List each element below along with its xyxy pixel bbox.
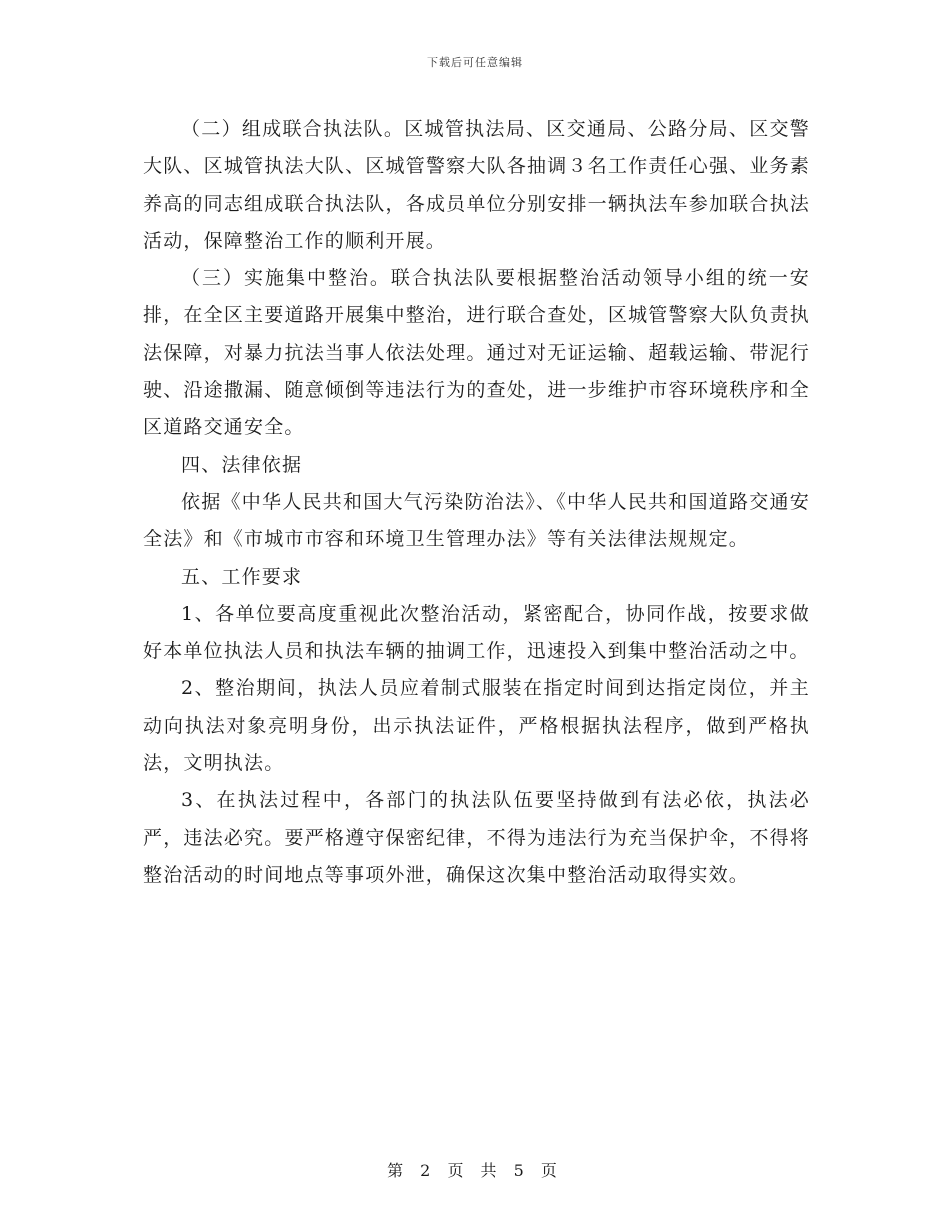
document-body: [143, 111, 810, 894]
page-header-note: 下载后可任意编辑: [427, 56, 523, 69]
page-number-footer: 第 2 页 共 5 页: [387, 1161, 563, 1180]
paragraph-organize-joint-team: （二）组成联合执法队。区城管执法局、区交通局、公路分局、区交警大队、区城管执法大队、区城管警察大队各抽调３名工作责任心强、业务素养高的同志组成联合执法队，各成员单位分别安排一辆执法车参加联合执法活动，保障整治工作的顺利开展。: [143, 118, 810, 252]
paragraph-legal-basis: 依据《中华人民共和国大气污染防治法》、《中华人民共和国道路交通安全法》和《市城市市容和环境卫生管理办法》等有关法律法规规定。: [143, 490, 810, 551]
paragraph-requirement-2: 2、整治期间，执法人员应着制式服装在指定时间到达指定岗位，并主动向执法对象亮明身份，出示执法证件，严格根据执法程序，做到严格执法，文明执法。: [143, 677, 810, 775]
paragraph-centralized-rectification: （三）实施集中整治。联合执法队要根据整治活动领导小组的统一安排，在全区主要道路开展集中整治，进行联合查处，区城管警察大队负责执法保障，对暴力抗法当事人依法处理。通过对无证运输、超载运输、带泥行驶、沿途撒漏、随意倾倒等违法行为的查处，进一步维护市容环境秩序和全区道路交通安全。: [143, 267, 810, 439]
section-heading-work-requirements: 五、工作要求: [181, 565, 303, 588]
paragraph-requirement-3: 3、在执法过程中，各部门的执法队伍要坚持做到有法必依，执法必严，违法必究。要严格遵守保密纪律，不得为违法行为充当保护伞，不得将整治活动的时间地点等事项外泄，确保这次集中整治活动取得实效。: [143, 789, 810, 886]
paragraph-requirement-1: 1、各单位要高度重视此次整治活动，紧密配合，协同作战，按要求做好本单位执法人员和执法车辆的抽调工作，迅速投入到集中整治活动之中。: [143, 602, 810, 663]
section-heading-legal-basis: 四、法律依据: [181, 453, 303, 476]
